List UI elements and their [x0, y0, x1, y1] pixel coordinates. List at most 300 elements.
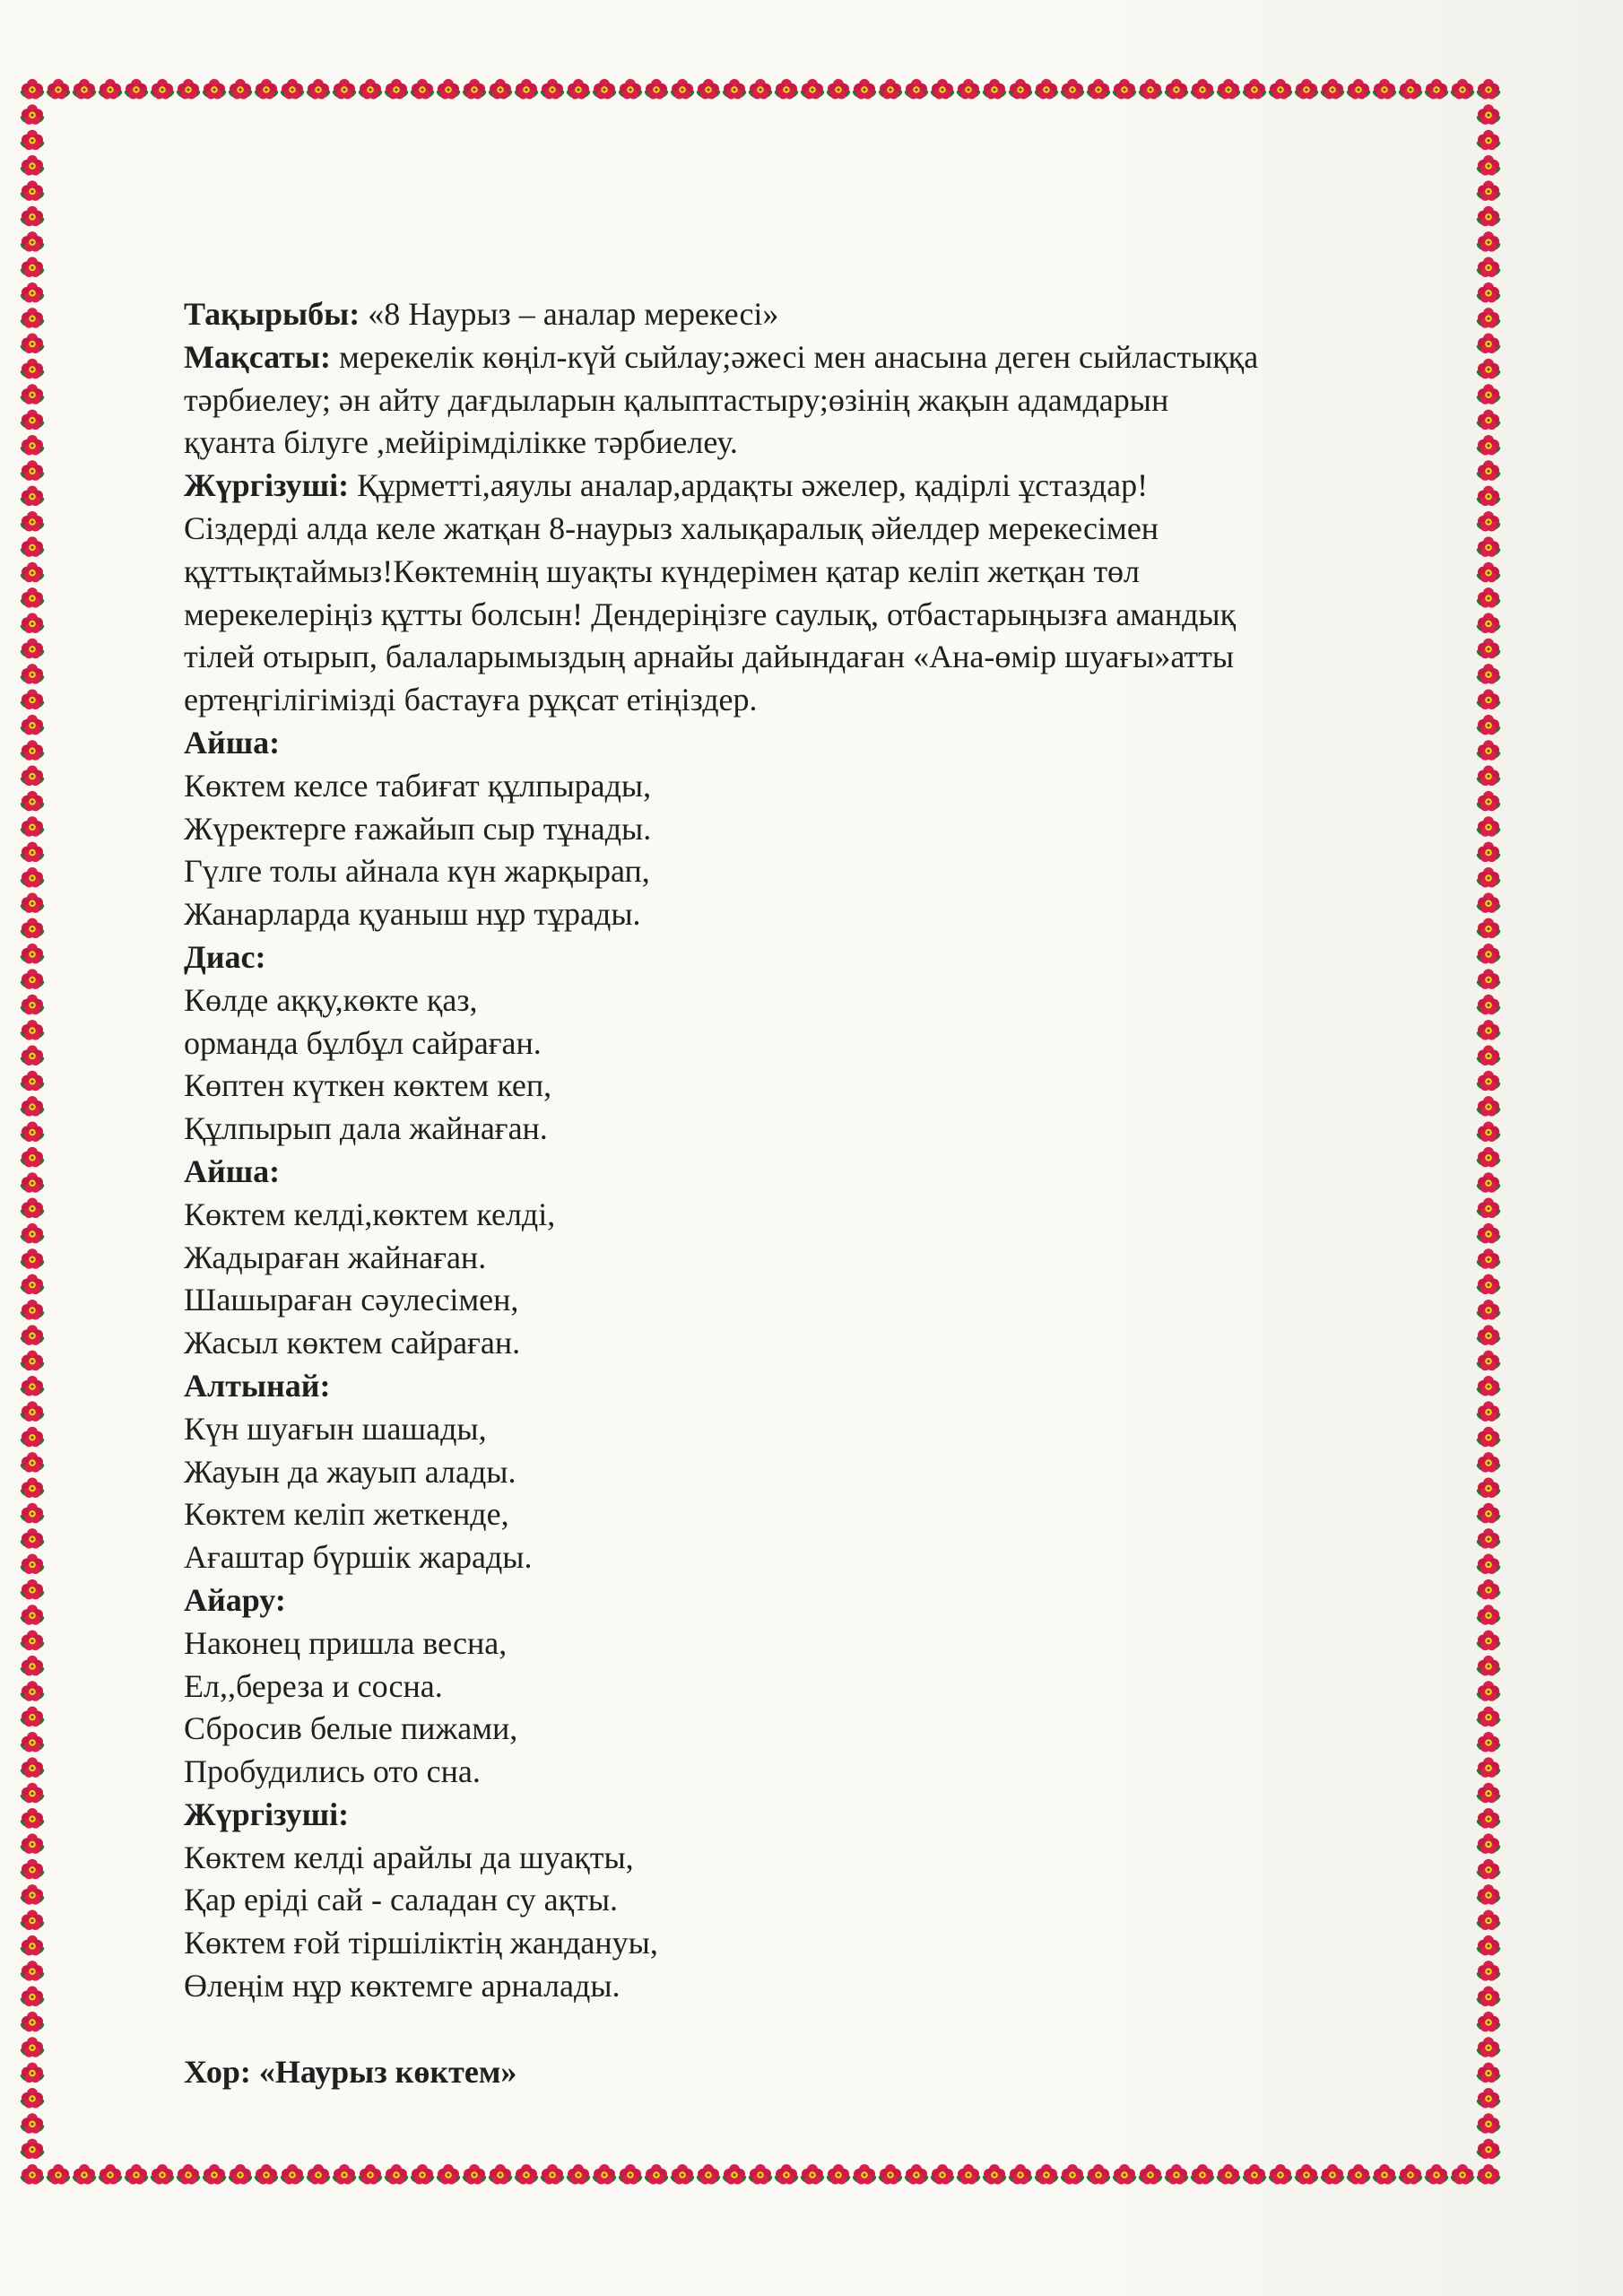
flower-ornament [1475, 995, 1501, 1015]
flower-ornament [227, 79, 253, 100]
labeled-line [184, 1151, 1475, 1194]
labeled-line [184, 336, 1475, 379]
text-line [184, 679, 1475, 722]
text-line [184, 1965, 1475, 2008]
line-text: Жадыраған жайнаған. [184, 1239, 487, 1275]
flower-ornament [123, 2164, 149, 2185]
text-line [184, 1108, 1475, 1151]
line-text: Көлде аққу,көкте қаз, [184, 981, 478, 1018]
text-line [184, 1322, 1475, 1365]
flower-ornament [19, 1783, 45, 1804]
text-line [184, 1065, 1475, 1108]
flower-ornament [1475, 1223, 1501, 1244]
text-line [184, 636, 1475, 679]
flower-ornament [851, 79, 877, 100]
flower-ornament [19, 587, 45, 608]
flower-ornament [1371, 2164, 1397, 2185]
flower-ornament [1475, 1707, 1501, 1727]
line-label: Жүргізуші: [184, 467, 350, 504]
flower-ornament [19, 639, 45, 659]
line-text: қуанта білуге ,мейірімділікке тәрбиелеу. [184, 424, 738, 461]
text-line [184, 850, 1475, 893]
flower-ornament [19, 816, 45, 837]
flower-ornament [19, 1732, 45, 1752]
flower-ornament [19, 1987, 45, 2007]
flower-ornament [1475, 511, 1501, 532]
labeled-line [184, 936, 1475, 979]
flower-ornament [19, 1757, 45, 1778]
flower-ornament [19, 1605, 45, 1625]
flower-ornament [305, 79, 331, 100]
flower-ornament [1475, 1757, 1501, 1778]
line-text: орманда бұлбұл сайраған. [184, 1024, 542, 1061]
text-line [184, 379, 1475, 422]
flower-ornament [1475, 1325, 1501, 1345]
flower-ornament [19, 1808, 45, 1829]
text-line [184, 979, 1475, 1022]
flower-ornament [1475, 206, 1501, 227]
line-text: Ел,,береза и сосна. [184, 1667, 443, 1704]
flower-ornament [1475, 1172, 1501, 1193]
flower-ornament [19, 1503, 45, 1524]
line-text: Қар еріді сай - саладан су ақты. [184, 1882, 619, 1918]
flower-ornament [1475, 944, 1501, 964]
line-text: Өлеңім нұр көктемге арналады. [184, 1968, 621, 2005]
flower-ornament [851, 2164, 877, 2185]
flower-ornament [1475, 2063, 1501, 2083]
flower-ornament [1475, 1935, 1501, 1956]
flower-ornament [1475, 1987, 1501, 2007]
flower-ornament [19, 308, 45, 328]
flower-ornament [19, 791, 45, 812]
flower-ornament [1475, 1147, 1501, 1168]
text-line [184, 808, 1475, 851]
flower-ornament [1475, 2037, 1501, 2057]
flower-ornament [435, 79, 461, 100]
blank-line [184, 2008, 1475, 2051]
flower-ornament [903, 79, 929, 100]
flower-ornament [19, 2037, 45, 2057]
flower-ornament [45, 2164, 71, 2185]
flower-ornament [773, 79, 799, 100]
flower-ornament [45, 79, 71, 100]
flower-ornament [19, 283, 45, 303]
flower-ornament [19, 1223, 45, 1244]
flower-ornament [19, 1631, 45, 1651]
flower-ornament [1475, 1452, 1501, 1473]
flower-ornament [1475, 334, 1501, 354]
flower-ornament [1319, 79, 1345, 100]
flower-ornament [1189, 2164, 1215, 2185]
text-line [184, 1879, 1475, 1922]
flower-ornament [97, 79, 123, 100]
flower-ornament [513, 79, 539, 100]
text-line [184, 1536, 1475, 1579]
line-text: Жанарларда қуаныш нұр тұрады. [184, 896, 641, 933]
line-text: Күн шуағын шашады, [184, 1410, 487, 1447]
line-text: Пробудились ото сна. [184, 1753, 481, 1790]
flower-ornament [1475, 969, 1501, 989]
line-text: Гүлге толы айнала күн жарқырап, [184, 853, 650, 890]
flower-ornament [1475, 740, 1501, 761]
flower-ornament [19, 2113, 45, 2134]
flower-ornament [1475, 1020, 1501, 1040]
flower-ornament [1475, 1732, 1501, 1752]
flower-ornament [1137, 79, 1163, 100]
flower-ornament [1475, 892, 1501, 913]
flower-ornament [19, 842, 45, 863]
flower-ornament [175, 2164, 201, 2185]
flower-ornament [1033, 79, 1059, 100]
flower-ornament [1475, 1808, 1501, 1829]
flower-ornament [19, 536, 45, 557]
flower-ornament [357, 2164, 383, 2185]
flower-ornament [487, 2164, 513, 2185]
flower-ornament [643, 79, 669, 100]
text-line [184, 594, 1475, 637]
flower-ornament [1241, 79, 1267, 100]
labeled-line [184, 2051, 1475, 2094]
flower-ornament [1423, 79, 1449, 100]
flower-ornament [955, 2164, 981, 2185]
flower-ornament [955, 79, 981, 100]
flower-ornament [19, 1909, 45, 1930]
flower-ornament [1475, 689, 1501, 709]
flower-ornament [19, 1325, 45, 1345]
flower-ornament [19, 715, 45, 735]
flower-ornament [253, 2164, 279, 2185]
flower-ornament [1475, 359, 1501, 379]
flower-ornament [19, 1528, 45, 1549]
flower-ornament [591, 2164, 617, 2185]
flower-ornament [981, 2164, 1007, 2185]
line-text: Көктем келсе табиғат құлпырады, [184, 767, 652, 804]
flower-ornament [201, 79, 227, 100]
flower-ornament [19, 562, 45, 583]
flower-ornament [1475, 1554, 1501, 1575]
flower-ornament [19, 2012, 45, 2032]
line-text: Жасыл көктем сайраған. [184, 1325, 521, 1361]
flower-ornament [1085, 79, 1111, 100]
flower-ornament [383, 2164, 409, 2185]
line-label: Диас: [184, 938, 266, 975]
flower-ornament [97, 2164, 123, 2185]
flower-ornament [565, 2164, 591, 2185]
flower-ornament [1189, 79, 1215, 100]
text-line [184, 551, 1475, 594]
flower-ornament [19, 1859, 45, 1880]
line-label: Жүргізуші: [184, 1796, 350, 1832]
labeled-line [184, 293, 1475, 336]
flower-ornament [1475, 155, 1501, 176]
flower-ornament [877, 79, 903, 100]
flower-ornament [825, 2164, 851, 2185]
line-label: Мақсаты: [184, 338, 331, 375]
line-text: Жауын да жауып алады. [184, 1453, 516, 1490]
line-text: Көптен күткен көктем кеп, [184, 1067, 552, 1104]
flower-ornament [1475, 1859, 1501, 1880]
line-text: Көктем келді,көктем келді, [184, 1196, 556, 1232]
line-text: мерекелеріңіз құтты болсын! Дендеріңізге саулық, отбастарыңызға амандық [184, 596, 1237, 632]
flower-ornament [695, 79, 721, 100]
flower-ornament [1475, 435, 1501, 456]
flower-ornament [903, 2164, 929, 2185]
flower-ornament [201, 2164, 227, 2185]
flower-ornament [19, 1096, 45, 1117]
flower-ornament [1059, 79, 1085, 100]
flower-ornament [721, 2164, 747, 2185]
flower-ornament [331, 2164, 357, 2185]
flower-ornament [19, 613, 45, 633]
flower-ornament [1475, 231, 1501, 252]
flower-ornament [19, 867, 45, 888]
flower-ornament [1475, 1681, 1501, 1701]
flower-ornament [19, 1681, 45, 1701]
flower-ornament [1475, 1884, 1501, 1905]
flower-ornament [19, 410, 45, 430]
line-text: Құлпырып дала жайнаған. [184, 1110, 548, 1147]
flower-ornament [19, 1351, 45, 1371]
flower-ornament [1241, 2164, 1267, 2185]
flower-ornament [19, 1020, 45, 1040]
flower-ornament [1475, 1122, 1501, 1143]
flower-ornament [149, 2164, 175, 2185]
flower-ornament [19, 334, 45, 354]
flower-ornament [19, 460, 45, 481]
flower-ornament [1475, 104, 1501, 125]
flower-ornament [19, 1554, 45, 1575]
flower-ornament [1475, 1071, 1501, 1091]
flower-ornament [1475, 816, 1501, 837]
flower-ornament [19, 944, 45, 964]
flower-ornament [1449, 79, 1475, 100]
flower-ornament [19, 1401, 45, 1422]
text-line [184, 765, 1475, 808]
labeled-line [184, 1794, 1475, 1837]
flower-ornament [19, 1122, 45, 1143]
line-text: Сбросив белые пижами, [184, 1710, 518, 1747]
text-line [184, 1408, 1475, 1451]
flower-ornament [19, 2063, 45, 2083]
flower-ornament [1475, 1198, 1501, 1219]
flower-ornament [1475, 1477, 1501, 1498]
flower-ornament [19, 1147, 45, 1168]
flower-ornament [19, 740, 45, 761]
text-line [184, 1022, 1475, 1065]
flower-ornament [1475, 2113, 1501, 2134]
flower-ornament [305, 2164, 331, 2185]
flower-ornament [669, 2164, 695, 2185]
flower-ornament [1345, 2164, 1371, 2185]
line-text: Көктем келді арайлы да шуақты, [184, 1839, 634, 1875]
line-text: «8 Наурыз – аналар мерекесі» [360, 296, 779, 332]
flower-ornament [1475, 410, 1501, 430]
flower-ornament [279, 2164, 305, 2185]
flower-ornament [19, 486, 45, 507]
flower-ornament [799, 79, 825, 100]
flower-ornament [19, 689, 45, 709]
flower-ornament [461, 2164, 487, 2185]
flower-ornament [1215, 79, 1241, 100]
flower-ornament [1475, 1783, 1501, 1804]
flower-ornament [825, 79, 851, 100]
flower-ornament [1475, 587, 1501, 608]
flower-ornament [669, 79, 695, 100]
flower-ornament [1007, 79, 1033, 100]
flower-ornament [1475, 1427, 1501, 1448]
flower-ornament [19, 1707, 45, 1727]
flower-ornament [747, 79, 773, 100]
flower-ornament [19, 664, 45, 684]
flower-ornament [123, 79, 149, 100]
flower-ornament [1475, 1631, 1501, 1651]
flower-ornament [1475, 130, 1501, 151]
flower-ornament [19, 1579, 45, 1600]
flower-ornament [409, 2164, 435, 2185]
line-label: Алтынай: [184, 1367, 331, 1404]
flower-ornament [19, 1248, 45, 1269]
flower-ornament [19, 231, 45, 252]
flower-ornament [1475, 384, 1501, 404]
line-text: тәрбиелеу; ән айту дағдыларын қалыптастыру;өзінің жақын адамдарын [184, 381, 1169, 418]
flower-ornament [19, 969, 45, 989]
document-body [184, 293, 1475, 2093]
flower-ornament [1293, 2164, 1319, 2185]
labeled-line [184, 722, 1475, 765]
flower-ornament [721, 79, 747, 100]
flower-ornament [435, 2164, 461, 2185]
flower-ornament [539, 2164, 565, 2185]
text-line [184, 1279, 1475, 1322]
flower-ornament [19, 257, 45, 277]
flower-ornament [19, 1833, 45, 1854]
flower-ornament [357, 79, 383, 100]
flower-ornament [1475, 562, 1501, 583]
text-line [184, 1237, 1475, 1280]
flower-ornament [695, 2164, 721, 2185]
flower-ornament [513, 2164, 539, 2185]
line-label: Тақырыбы: [184, 296, 360, 332]
text-line [184, 1622, 1475, 1665]
flower-ornament [1475, 1579, 1501, 1600]
flower-ornament [1267, 79, 1293, 100]
flower-ornament [1475, 2088, 1501, 2109]
text-line [184, 1493, 1475, 1536]
flower-ornament [461, 79, 487, 100]
flower-ornament [1007, 2164, 1033, 2185]
flower-ornament [877, 2164, 903, 2185]
text-line [184, 893, 1475, 936]
flower-ornament [1397, 2164, 1423, 2185]
flower-ornament [981, 79, 1007, 100]
flower-ornament [19, 892, 45, 913]
flower-ornament [1475, 180, 1501, 201]
line-label: Айша: [184, 1152, 281, 1189]
text-line [184, 1922, 1475, 1965]
text-line [184, 1751, 1475, 1794]
flower-ornament [1475, 486, 1501, 507]
flower-ornament [1475, 1909, 1501, 1930]
flower-ornament [1137, 2164, 1163, 2185]
flower-ornament [643, 2164, 669, 2185]
text-line [184, 1665, 1475, 1709]
flower-ornament [1475, 1376, 1501, 1396]
flower-ornament [279, 79, 305, 100]
flower-ornament [19, 130, 45, 151]
flower-ornament [1475, 639, 1501, 659]
flower-ornament [383, 79, 409, 100]
flower-ornament [1475, 1401, 1501, 1422]
flower-ornament [1371, 79, 1397, 100]
flower-ornament [19, 1274, 45, 1295]
flower-ornament [1475, 1656, 1501, 1676]
flower-ornament [19, 1477, 45, 1498]
flower-ornament [1475, 791, 1501, 812]
flower-ornament [1033, 2164, 1059, 2185]
flower-ornament [1475, 1096, 1501, 1117]
line-label: Айару: [184, 1581, 286, 1618]
flower-ornament [1475, 460, 1501, 481]
flower-ornament [19, 1198, 45, 1219]
flower-ornament [1475, 1274, 1501, 1295]
flower-ornament [1475, 308, 1501, 328]
flower-ornament [799, 2164, 825, 2185]
flower-ornament [1475, 867, 1501, 888]
flower-ornament [617, 2164, 643, 2185]
flower-ornament [19, 1376, 45, 1396]
flower-ornament [1475, 2012, 1501, 2032]
flower-ornament [1423, 2164, 1449, 2185]
flower-ornament [19, 1172, 45, 1193]
flower-ornament [1475, 1605, 1501, 1625]
flower-ornament [1475, 1300, 1501, 1320]
line-label: Айша: [184, 724, 281, 761]
flower-ornament [1475, 715, 1501, 735]
flower-ornament [1163, 2164, 1189, 2185]
labeled-line [184, 1365, 1475, 1408]
line-text: Көктем келіп жеткенде, [184, 1496, 509, 1533]
flower-ornament [19, 1045, 45, 1065]
flower-ornament [1475, 664, 1501, 684]
flower-ornament [19, 104, 45, 125]
flower-ornament [1475, 1833, 1501, 1854]
flower-ornament [1475, 1351, 1501, 1371]
flower-ornament [19, 1961, 45, 1981]
flower-ornament [1293, 79, 1319, 100]
flower-ornament [1059, 2164, 1085, 2185]
flower-ornament [175, 79, 201, 100]
line-text: Ағаштар бүршік жарады. [184, 1539, 533, 1576]
text-line [184, 1837, 1475, 1880]
flower-ornament [929, 2164, 955, 2185]
flower-ornament [1475, 79, 1501, 100]
flower-ornament [253, 79, 279, 100]
flower-ornament [19, 1656, 45, 1676]
labeled-line [184, 1579, 1475, 1622]
flower-ornament [1475, 766, 1501, 787]
flower-ornament [929, 79, 955, 100]
flower-ornament [409, 79, 435, 100]
flower-ornament [71, 2164, 97, 2185]
line-text: мерекелік көңіл-күй сыйлау;әжесі мен анасына деген сыйластыққа [331, 338, 1259, 375]
labeled-line [184, 465, 1475, 508]
flower-ornament [149, 79, 175, 100]
flower-ornament [19, 511, 45, 532]
flower-ornament [1267, 2164, 1293, 2185]
flower-ornament [71, 79, 97, 100]
line-text: Наконец пришла весна, [184, 1624, 508, 1661]
flower-ornament [1475, 613, 1501, 633]
